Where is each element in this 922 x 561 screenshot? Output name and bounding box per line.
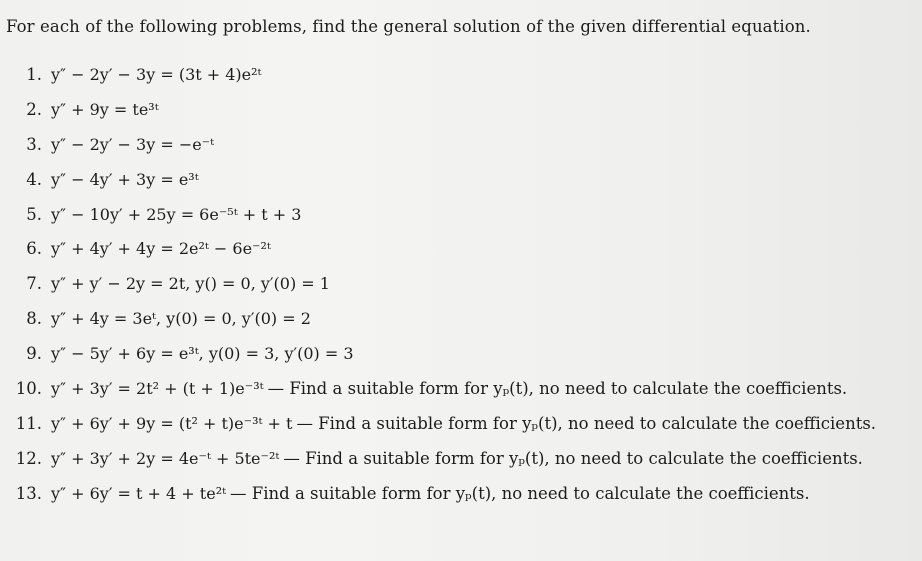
problem-body — [51, 379, 847, 398]
problem-item — [0, 232, 922, 267]
problem-equation: y″ − 2y′ − 3y = (3t + 4)e²ᵗ — [51, 65, 262, 84]
problem-number: 3. — [26, 134, 42, 154]
problem-number: 4. — [26, 169, 42, 189]
problem-number: 8. — [26, 309, 42, 329]
problem-number: 12. — [15, 448, 42, 468]
problem-item — [0, 58, 922, 93]
instructions-text: For each of the following problems, find the general solution of the given differential equation. — [6, 17, 811, 36]
problem-number: 10. — [15, 379, 42, 399]
problem-item — [0, 302, 922, 337]
problem-equation: y″ − 2y′ − 3y = −e⁻ᵗ — [51, 134, 215, 154]
problem-body — [51, 484, 810, 503]
problem-note: — Find a suitable form for yₚ(t), no need to calculate the coefficients. — [283, 448, 863, 468]
problem-number: 13. — [15, 483, 42, 503]
problem-number: 9. — [26, 344, 42, 364]
problem-body — [51, 274, 334, 293]
problem-number: 11. — [15, 413, 42, 433]
problem-equation: y″ − 5y′ + 6y = e³ᵗ, y(0) = 3, y′(0) = 3 — [51, 344, 354, 364]
problem-equation: y″ + 3y′ = 2t² + (t + 1)e⁻³ᵗ — [51, 379, 264, 399]
problem-body — [51, 309, 315, 328]
problem-item — [0, 372, 922, 407]
problem-body — [51, 205, 305, 224]
problem-body — [51, 135, 218, 154]
problem-number: 2. — [26, 99, 42, 119]
problem-item — [0, 477, 922, 512]
problem-body — [51, 65, 266, 84]
problem-number: 5. — [26, 204, 42, 224]
problem-item — [0, 198, 922, 233]
problem-body — [51, 414, 876, 433]
problem-note: — Find a suitable form for yₚ(t), no need to calculate the coefficients. — [296, 413, 877, 433]
problem-body — [51, 449, 863, 468]
problem-equation: y″ + 6y′ = t + 4 + te²ᵗ — [51, 483, 227, 503]
problem-number: 6. — [26, 239, 42, 259]
problem-equation: y″ + 6y′ + 9y = (t² + t)e⁻³ᵗ + t — [51, 413, 293, 433]
problem-body — [51, 344, 358, 363]
problem-note: — Find a suitable form for yₚ(t), no need to calculate the coefficients. — [267, 379, 848, 399]
problem-number: 7. — [26, 274, 42, 294]
problem-note: — Find a suitable form for yₚ(t), no need to calculate the coefficients. — [230, 483, 810, 503]
problem-equation: y″ + y′ − 2y = 2t, y() = 0, y′(0) = 1 — [51, 274, 330, 294]
problem-equation: y″ + 4y′ + 4y = 2e²ᵗ − 6e⁻²ᵗ — [51, 239, 271, 259]
problem-body — [51, 239, 275, 258]
problem-item — [0, 267, 922, 302]
problem-item — [0, 128, 922, 163]
problem-body — [51, 170, 203, 189]
problem-equation: y″ + 4y = 3eᵗ, y(0) = 0, y′(0) = 2 — [51, 309, 311, 329]
problem-equation: y″ + 3y′ + 2y = 4e⁻ᵗ + 5te⁻²ᵗ — [51, 448, 280, 468]
problem-item — [0, 407, 922, 442]
problem-equation: y″ + 9y = te³ᵗ — [51, 99, 159, 119]
problem-equation: y″ − 4y′ + 3y = e³ᵗ — [51, 169, 199, 189]
problem-item — [0, 442, 922, 477]
problem-list — [0, 58, 922, 512]
problem-equation: y″ − 10y′ + 25y = 6e⁻⁵ᵗ + t + 3 — [51, 204, 302, 224]
problem-item — [0, 93, 922, 128]
problem-body — [51, 100, 163, 119]
problem-number: 1. — [26, 65, 42, 84]
problem-item — [0, 337, 922, 372]
problem-item — [0, 163, 922, 198]
